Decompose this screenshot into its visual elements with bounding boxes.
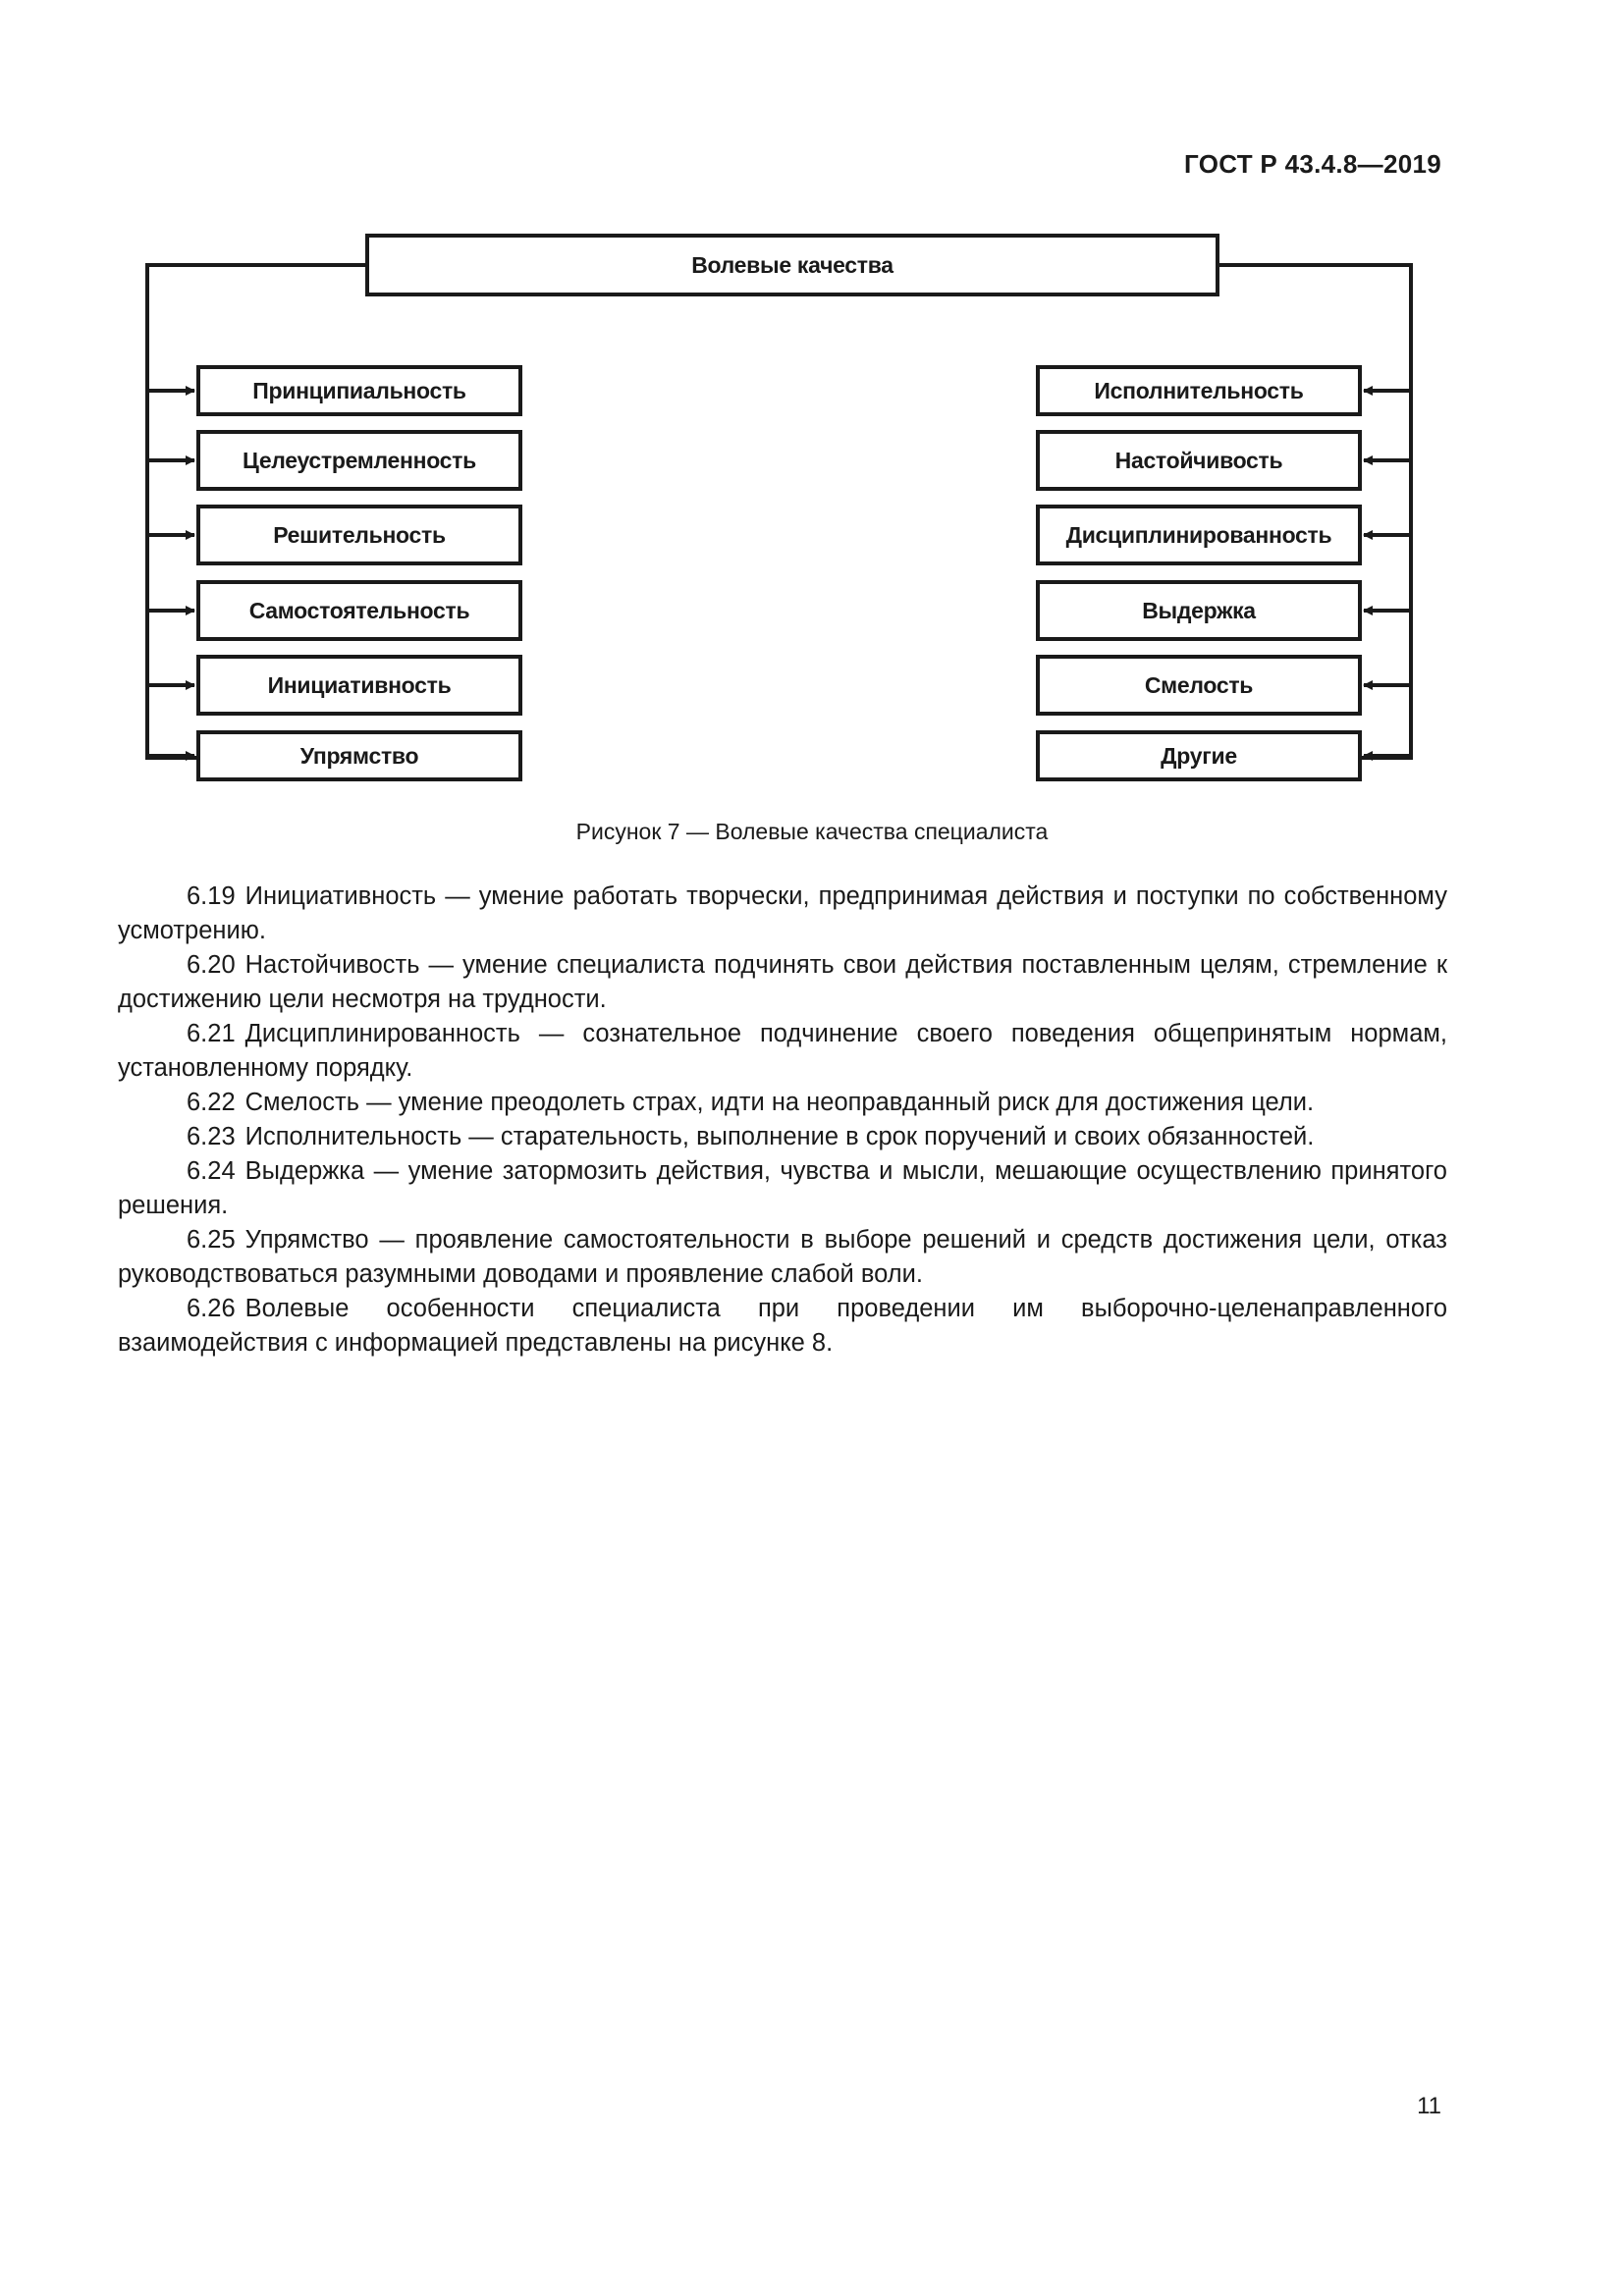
right-box-label: Исполнительность — [1094, 377, 1304, 403]
left-box-label: Целеустремленность — [243, 447, 476, 473]
paragraph-number: 6.21 — [187, 1020, 236, 1047]
paragraph-number: 6.26 — [187, 1295, 236, 1322]
left-box-5 — [196, 655, 522, 716]
paragraph-number: 6.22 — [187, 1089, 236, 1116]
paragraph-number: 6.25 — [187, 1226, 236, 1254]
left-box-1 — [196, 365, 522, 416]
right-box-5 — [1036, 655, 1362, 716]
paragraph-text: Настойчивость — умение специалиста подчинять свои действия поставленным целям, стремление к достижению цели несмотря на трудности. — [118, 951, 1447, 1013]
left-box-2 — [196, 430, 522, 491]
paragraph — [118, 1017, 1447, 1086]
right-box-1 — [1036, 365, 1362, 416]
paragraph-number: 6.24 — [187, 1157, 236, 1185]
left-box-4 — [196, 580, 522, 641]
paragraph — [118, 880, 1447, 948]
paragraph-number: 6.23 — [187, 1123, 236, 1150]
paragraph-text: Выдержка — умение затормозить действия, чувства и мысли, мешающие осуществлению принятого решения. — [118, 1157, 1447, 1219]
right-box-2 — [1036, 430, 1362, 491]
figure-caption: Рисунок 7 — Волевые качества специалиста — [575, 819, 1049, 844]
paragraph — [118, 948, 1447, 1017]
paragraph — [118, 1223, 1447, 1292]
left-box-3 — [196, 505, 522, 565]
left-box-label: Решительность — [273, 521, 446, 548]
paragraph-text: Смелость — умение преодолеть страх, идти на неоправданный риск для достижения цели. — [244, 1089, 1315, 1116]
left-box-6 — [196, 730, 522, 781]
paragraph-text: Исполнительность — старательность, выполнение в срок поручений и своих обязанностей. — [244, 1123, 1315, 1150]
right-box-label: Дисциплинированность — [1065, 521, 1332, 548]
right-box-label: Другие — [1161, 742, 1237, 769]
paragraph-number: 6.20 — [187, 951, 236, 979]
left-box-label: Инициативность — [267, 671, 452, 698]
paragraph-text: Инициативность — умение работать творчески, предпринимая действия и поступки по собственному усмотрению. — [118, 882, 1447, 944]
left-box-label: Принципиальность — [252, 377, 466, 403]
standard-code: ГОСТ Р 43.4.8—2019 — [1184, 149, 1441, 179]
right-box-label: Смелость — [1144, 671, 1254, 698]
paragraph — [118, 1086, 1447, 1120]
figure-volitional-qualities — [0, 0, 1624, 805]
paragraph — [118, 1154, 1447, 1223]
right-box-3 — [1036, 505, 1362, 565]
paragraph-number: 6.19 — [187, 882, 236, 910]
root-box — [365, 234, 1219, 296]
left-box-label: Упрямство — [299, 742, 419, 769]
right-box-6 — [1036, 730, 1362, 781]
right-box-label: Выдержка — [1142, 597, 1256, 623]
paragraph — [118, 1120, 1447, 1154]
paragraph-text: Волевые особенности специалиста при проведении им выборочно-целенаправленного взаимодействия с информацией представлены на рисунке 8. — [118, 1295, 1447, 1357]
left-box-label: Самостоятельность — [248, 597, 470, 623]
paragraph-text: Упрямство — проявление самостоятельности в выборе решений и средств достижения цели, отказ руководствоваться разумными доводами и проявление слабой воли. — [118, 1226, 1447, 1288]
root-label: Волевые качества — [691, 251, 893, 278]
right-box-4 — [1036, 580, 1362, 641]
body-text — [118, 880, 1447, 1361]
page-number: 11 — [1417, 2093, 1441, 2119]
paragraph — [118, 1292, 1447, 1361]
paragraph-text: Дисциплинированность — сознательное подчинение своего поведения общепринятым нормам, установленному порядку. — [118, 1020, 1447, 1082]
right-box-label: Настойчивость — [1114, 447, 1283, 473]
